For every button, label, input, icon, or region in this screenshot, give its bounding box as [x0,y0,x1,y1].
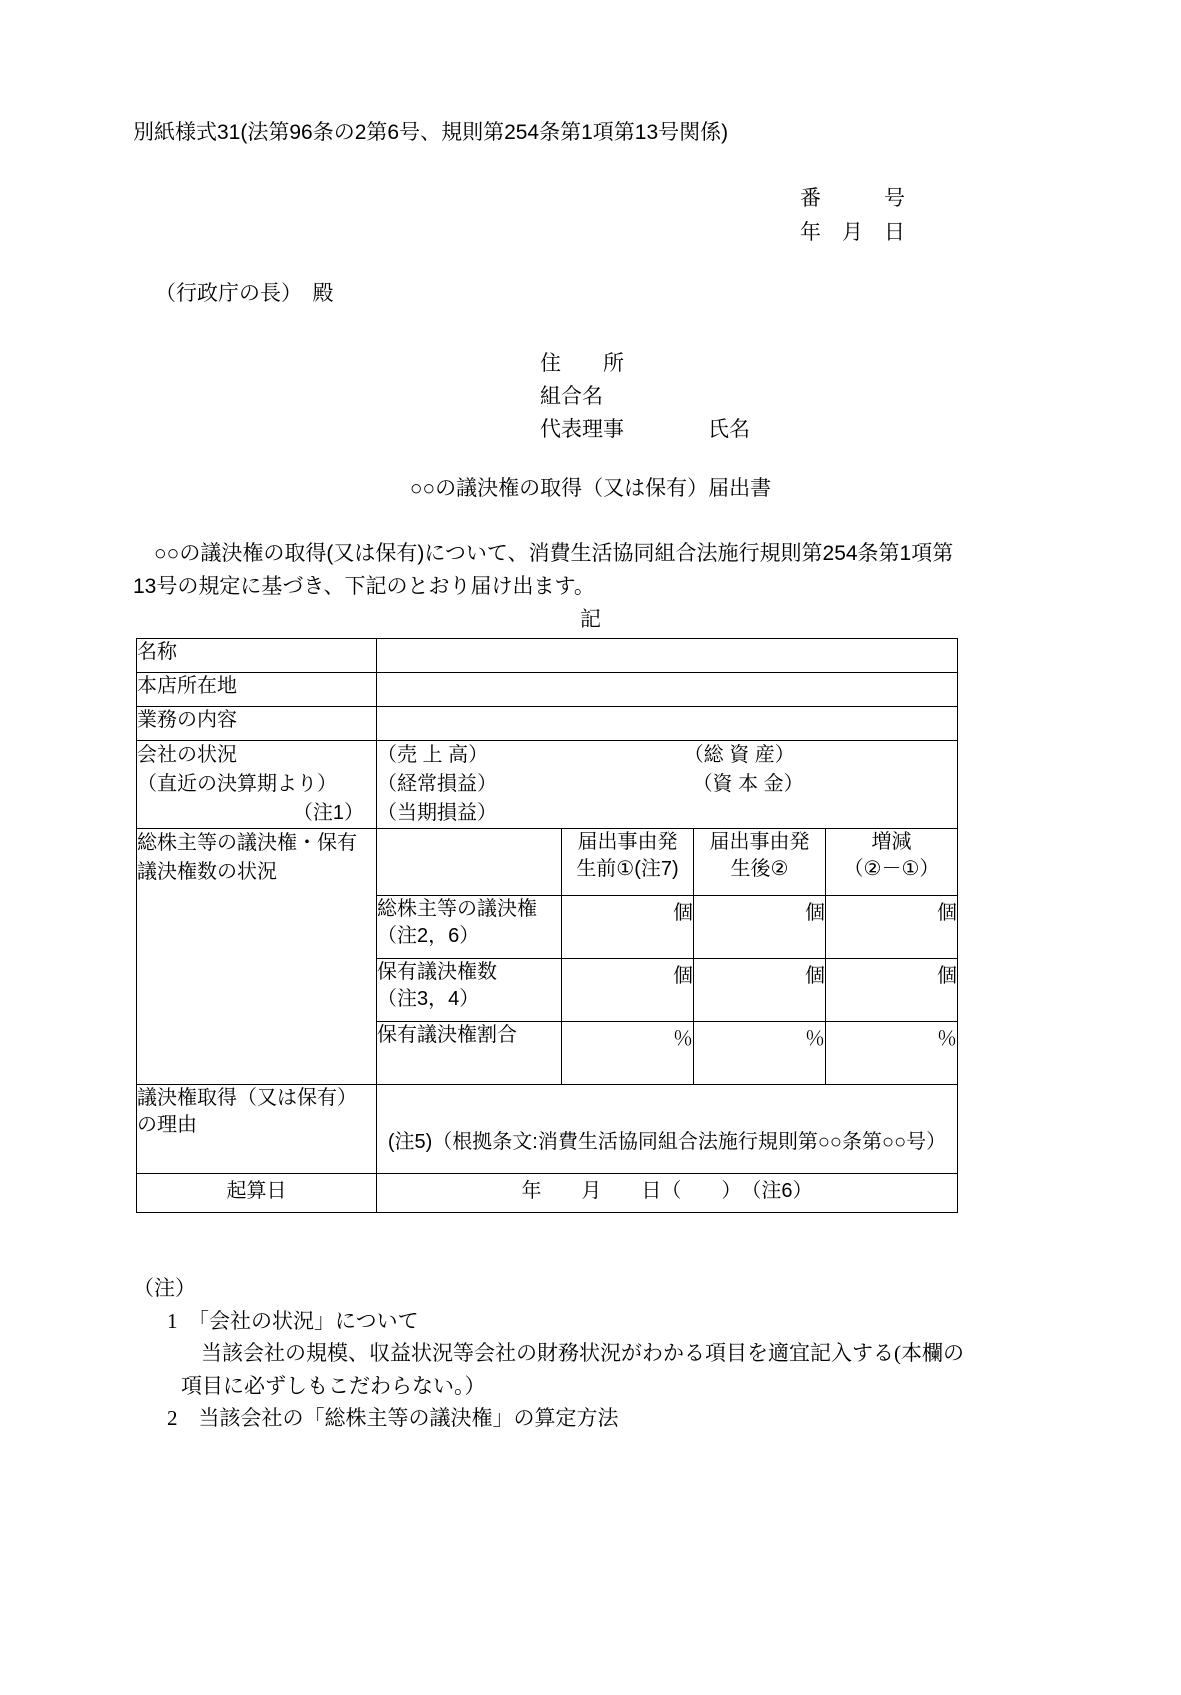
company-status-right-1: （総 資 産） [683,744,795,766]
row-label-name: 名称 [137,639,377,673]
voting-col-header-before-line-2: 生前①(注7) [576,858,679,880]
ki-marker: 記 [580,608,601,631]
held-ratio-after-value[interactable]: ％ [694,1022,826,1085]
voting-col-header-before [562,829,694,896]
voting-col-header-after-line-1: 届出事由発 [709,831,810,853]
company-status-label-line-2: （直近の決算期より） [137,773,337,795]
reason-label-line-2: の理由 [137,1114,197,1136]
note-item-1-sub-2: 項目に必ずしもこだわらない。） [181,1373,486,1398]
submitter-address-label: 住 所 [540,352,624,375]
total-voting-after-value[interactable]: 個 [694,896,826,959]
note-item-1: 1 「会社の状況」について [167,1308,419,1333]
submitter-union-name-label: 組合名 [540,385,603,408]
table-row-voting-header [137,829,958,896]
body-paragraph-line-1: ○○の議決権の取得(又は保有)について、消費生活協同組合法施行規則第254条第1項第 [133,542,954,565]
voting-section-label-line-2: 議決権数の状況 [137,861,277,883]
row-label-business: 業務の内容 [137,707,377,741]
company-status-left-2: （経常損益） [377,773,497,795]
voting-col-header-after-line-2: 生後② [730,858,789,880]
held-voting-before-value[interactable]: 個 [562,959,694,1022]
form-number-line: 別紙様式31(法第96条の2第6号、規則第254条第1項第13号関係) [133,121,729,144]
reason-note: (注5)（根拠条文:消費生活協同組合法施行規則第○○条第○○号） [387,1131,947,1153]
notes-heading: （注） [133,1276,196,1300]
row-value-company-status[interactable] [377,741,958,829]
row-label-start-date: 起算日 [137,1174,377,1213]
row-label-head-office: 本店所在地 [137,673,377,707]
row-label-held-voting-ratio: 保有議決権割合 [377,1022,562,1085]
table-row-company-status [137,741,958,829]
voting-col-header-change-line-2: （②－①） [843,858,940,880]
voting-section-label-line-1: 総株主等の議決権・保有 [137,832,357,854]
document-title: ○○の議決権の取得（又は保有）届出書 [409,477,772,500]
total-voting-before-value[interactable]: 個 [562,896,694,959]
row-label-held-voting-rights [377,959,562,1022]
row-value-reason[interactable] [377,1085,958,1174]
table-row-head-office [137,673,958,707]
held-ratio-change-value[interactable]: ％ [826,1022,958,1085]
total-voting-label-line-1: 総株主等の議決権 [377,898,537,920]
document-date-label: 年 月 日 [800,221,905,244]
table-row-reason [137,1085,958,1174]
table-row-name [137,639,958,673]
table-row-start-date [137,1174,958,1213]
row-value-start-date[interactable]: 年 月 日（ ） （注6） [377,1174,958,1213]
voting-rights-section-label [137,829,377,1085]
note-item-1-sub-1: 当該会社の規模、収益状況等会社の財務状況がわかる項目を適宜記入する(本欄の [201,1341,964,1366]
voting-col-header-before-line-1: 届出事由発 [577,831,678,853]
row-value-business[interactable] [377,707,958,741]
row-label-company-status [137,741,377,829]
addressee-line: （行政庁の長） 殿 [155,282,334,305]
body-paragraph-line-2: 13号の規定に基づき、下記のとおり届け出ます。 [133,575,595,598]
document-number-label: 番 号 [800,187,905,210]
voting-col-header-after [694,829,826,896]
held-voting-after-value[interactable]: 個 [694,959,826,1022]
total-voting-change-value[interactable]: 個 [826,896,958,959]
note-item-2: 2 当該会社の「総株主等の議決権」の算定方法 [167,1406,619,1431]
voting-header-blank [377,829,562,896]
company-status-line-1 [377,741,957,770]
held-voting-label-line-2: （注3，4） [377,988,480,1010]
voting-col-header-change-line-1: 増減 [871,831,912,853]
total-voting-label-line-2: （注2，6） [377,925,480,947]
form-table [136,638,958,1213]
voting-col-header-change [826,829,958,896]
held-ratio-before-value[interactable]: ％ [562,1022,694,1085]
reason-label-line-1: 議決権取得（又は保有） [137,1087,357,1109]
held-voting-label-line-1: 保有議決権数 [377,961,497,983]
company-status-label-line-1: 会社の状況 [137,744,237,766]
table-row-business [137,707,958,741]
row-label-reason [137,1085,377,1174]
company-status-left-1: （売 上 高） [377,744,489,766]
company-status-line-3 [377,799,957,828]
company-status-line-2 [377,770,957,799]
submitter-representative-label: 代表理事 氏名 [540,418,750,441]
row-label-total-voting-rights [377,896,562,959]
notes-section [133,1272,1033,1435]
company-status-left-3: （当期損益） [377,802,497,824]
held-voting-change-value[interactable]: 個 [826,959,958,1022]
company-status-right-2: （資 本 金） [692,773,804,795]
row-value-name[interactable] [377,639,958,673]
row-value-head-office[interactable] [377,673,958,707]
company-status-label-note: （注1） [292,802,364,824]
